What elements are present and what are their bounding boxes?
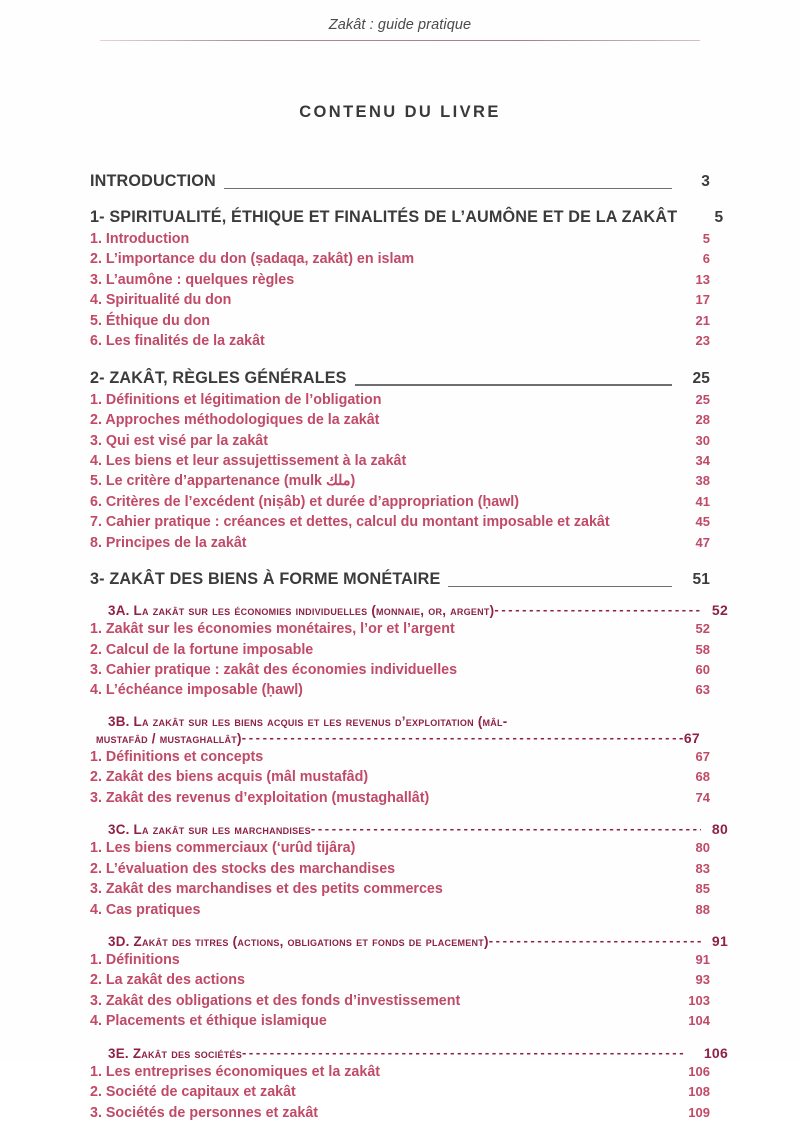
- toc-entry[interactable]: [90, 1103, 710, 1123]
- toc-entry[interactable]: [90, 680, 710, 700]
- toc-page-number: 41: [695, 493, 710, 509]
- toc-entry[interactable]: [90, 838, 710, 858]
- toc-page-number: 51: [692, 571, 710, 589]
- toc-page-number: 104: [688, 1013, 710, 1029]
- toc-entries-chapter-2: [90, 390, 710, 554]
- toc-entry[interactable]: [90, 900, 710, 920]
- toc-entry[interactable]: [90, 390, 710, 410]
- toc-page-number: 93: [695, 972, 710, 988]
- toc-entry[interactable]: [90, 640, 710, 660]
- toc-entry-label: 3. Zakât des marchandises et des petits commerces: [90, 881, 443, 898]
- toc-entries-3d: [90, 950, 710, 1032]
- toc-subchapter-3c[interactable]: [90, 821, 728, 837]
- toc-page-number: 21: [695, 312, 710, 328]
- toc-entry[interactable]: [90, 1011, 710, 1031]
- header-divider: [100, 40, 700, 41]
- toc-page-number: 103: [688, 992, 710, 1008]
- toc-entries-3b: [90, 747, 710, 808]
- toc-entry[interactable]: [90, 451, 710, 471]
- leader-gap: [382, 403, 680, 404]
- leader-gap: [519, 505, 680, 506]
- toc-entry-label: 4. Placements et éthique islamique: [90, 1013, 327, 1030]
- leader-gap: [318, 1116, 680, 1117]
- leader-gap: [327, 1024, 680, 1025]
- toc-entry[interactable]: [90, 533, 710, 553]
- leader-gap: [247, 546, 680, 547]
- leader-gap: [189, 242, 680, 243]
- toc-entry[interactable]: [90, 270, 710, 290]
- toc-entry[interactable]: [90, 512, 710, 532]
- toc-entry[interactable]: [90, 1082, 710, 1102]
- toc-page-number: 38: [695, 473, 710, 489]
- toc-chapter-label: 1- SPIRITUALITÉ, ÉTHIQUE ET FINALITÉS DE L’AUMÔNE ET DE LA ZAKÂT: [90, 208, 678, 226]
- toc-entry-label: 4. L’échéance imposable (ḥawl): [90, 682, 303, 699]
- toc-entry[interactable]: [90, 859, 710, 879]
- toc-page-number: 106: [688, 1063, 710, 1079]
- leader-dashes: [242, 1047, 701, 1059]
- toc-entry-label: 2. Calcul de la fortune imposable: [90, 641, 314, 658]
- toc-entry[interactable]: [90, 492, 710, 512]
- leader-gap: [303, 693, 680, 694]
- leader-gap: [610, 525, 680, 526]
- toc-entry-label: 2. La zakât des actions: [90, 972, 245, 989]
- toc-entry-label: 4. Cas pratiques: [90, 901, 201, 918]
- leader-rule: [347, 382, 674, 383]
- toc-entry-label: 3. Zakât des revenus d’exploitation (mustaghallât): [90, 789, 430, 806]
- leader-gap: [263, 760, 680, 761]
- toc-entry[interactable]: [90, 991, 710, 1011]
- toc-page-number: 109: [688, 1104, 710, 1120]
- toc-entry[interactable]: [90, 431, 710, 451]
- toc-page-number: 45: [695, 514, 710, 530]
- leader-rule: [216, 185, 674, 186]
- toc-entry[interactable]: [90, 331, 710, 351]
- toc-entry[interactable]: [90, 767, 710, 787]
- toc-chapter-introduction[interactable]: [90, 172, 710, 191]
- toc-entry-label: 3. Zakât des obligations et des fonds d’investissement: [90, 992, 461, 1009]
- toc-entry[interactable]: [90, 1062, 710, 1082]
- toc-entry-label: 1. Zakât sur les économies monétaires, l’or et l’argent: [90, 621, 455, 638]
- toc-page-number: 60: [695, 662, 710, 677]
- toc-entry[interactable]: [90, 410, 710, 430]
- toc-chapter-label: 3- ZAKÂT DES BIENS À FORME MONÉTAIRE: [90, 570, 441, 589]
- toc-entry-label: 2. Société de capitaux et zakât: [90, 1084, 296, 1101]
- toc-page-number: 6: [702, 251, 710, 267]
- toc-entry[interactable]: [90, 879, 710, 899]
- toc-page-number: 5: [702, 231, 710, 246]
- leader-gap: [414, 262, 680, 263]
- toc-entry[interactable]: [90, 950, 710, 970]
- toc-page-number: 88: [695, 901, 710, 917]
- toc-entry[interactable]: [90, 970, 710, 990]
- toc-entry[interactable]: [90, 290, 710, 310]
- leader-gap: [429, 801, 680, 802]
- leader-gap: [231, 303, 680, 304]
- toc-page-number: 67: [683, 729, 700, 746]
- toc-subchapter-3a[interactable]: [90, 602, 728, 618]
- toc-entry-label: 7. Cahier pratique : créances et dettes, calcul du montant imposable et zakât: [90, 514, 610, 531]
- toc-entry-label: 2. Approches méthodologiques de la zakât: [90, 412, 380, 429]
- toc-entry[interactable]: [90, 229, 710, 249]
- toc-entry-label: 1. Introduction: [90, 231, 190, 247]
- leader-gap: [245, 983, 680, 984]
- toc-entry-label: 2. L’importance du don (ṣadaqa, zakât) en islam: [90, 251, 415, 268]
- toc-page-number: 83: [695, 860, 710, 876]
- toc-subchapter-label-line2-row: [96, 730, 710, 746]
- leader-gap: [294, 283, 680, 284]
- toc-entry-label: 8. Principes de la zakât: [90, 534, 247, 551]
- toc-entry-label: 1. Définitions: [90, 951, 180, 968]
- running-header-title: Zakât : guide pratique: [328, 17, 472, 33]
- leader-gap: [395, 872, 680, 873]
- toc-subchapter-3d[interactable]: [90, 933, 728, 949]
- toc-page-number: 30: [695, 432, 710, 448]
- leader-gap: [406, 464, 680, 465]
- leader-gap: [200, 913, 680, 914]
- toc-chapter-label: INTRODUCTION: [90, 172, 216, 190]
- leader-dashes: [311, 823, 701, 835]
- toc-page-number: 91: [711, 932, 728, 949]
- toc-page-number: 34: [695, 452, 710, 468]
- toc-page-number: 47: [695, 534, 710, 550]
- toc-page-number: 23: [695, 333, 710, 349]
- toc-entry-label: 1. Les entreprises économiques et la zakât: [90, 1063, 381, 1080]
- toc-page-number: 58: [695, 641, 710, 657]
- toc-subchapter-3b[interactable]: [90, 714, 710, 746]
- table-of-contents: [90, 122, 728, 1123]
- toc-entry-label: 3. L’aumône : quelques règles: [90, 271, 295, 288]
- toc-entry-label: 1. Définitions et concepts: [90, 748, 264, 765]
- toc-page-number: 74: [695, 789, 710, 805]
- leader-gap: [460, 1004, 680, 1005]
- toc-entries-3a: [90, 619, 710, 701]
- toc-subchapter-label: 3A. La zakât sur les économies individuelles (monnaie, or, argent): [108, 603, 495, 619]
- running-header: [0, 0, 800, 33]
- toc-page-number: 91: [695, 951, 710, 967]
- leader-gap: [210, 324, 680, 325]
- leader-rule: [440, 583, 674, 584]
- leader-gap: [457, 673, 680, 674]
- toc-subchapter-3e[interactable]: [90, 1045, 728, 1061]
- toc-entry-label: 4. Spiritualité du don: [90, 292, 232, 309]
- toc-entry[interactable]: [90, 471, 710, 491]
- leader-gap: [379, 423, 680, 424]
- toc-entries-3c: [90, 838, 710, 920]
- toc-entry[interactable]: [90, 249, 710, 269]
- page-title: CONTENU DU LIVRE: [299, 103, 501, 121]
- toc-page-number: 25: [695, 391, 710, 407]
- leader-gap: [355, 851, 680, 852]
- toc-entries-3e: [90, 1062, 710, 1123]
- toc-chapter-2[interactable]: [90, 369, 710, 388]
- toc-chapter-3[interactable]: [90, 570, 710, 589]
- toc-entry-label: 5. Éthique du don: [90, 312, 210, 329]
- toc-subchapter-label: 3D. Zakât des titres (actions, obligations et fonds de placement): [108, 933, 489, 949]
- leader-dashes: [489, 935, 701, 947]
- toc-subchapter-label: 3C. La zakât sur les marchandises: [108, 822, 311, 838]
- toc-entry[interactable]: [90, 788, 710, 808]
- toc-page-number: 68: [695, 769, 710, 785]
- leader-dashes: [242, 732, 683, 744]
- toc-entry[interactable]: [90, 619, 710, 639]
- toc-page-number: 52: [695, 621, 710, 637]
- toc-entry-label: 6. Les finalités de la zakât: [90, 333, 265, 350]
- toc-page-number: 52: [711, 602, 728, 619]
- toc-page-number: 108: [688, 1084, 710, 1100]
- toc-subchapter-label: 3B. La zakât sur les biens acquis et les revenus d’exploitation (mâl-: [108, 713, 508, 729]
- toc-page-number: 80: [711, 821, 728, 838]
- toc-page-number: 28: [695, 412, 710, 428]
- leader-gap: [355, 484, 680, 485]
- toc-entry[interactable]: [90, 747, 710, 767]
- toc-page-number: 17: [695, 292, 710, 308]
- leader-gap: [265, 344, 680, 345]
- leader-dashes: [494, 604, 701, 616]
- leader-gap: [296, 1095, 680, 1096]
- toc-subchapter-label: 3E. Zakât des sociétés: [108, 1045, 242, 1061]
- toc-page-number: 67: [695, 748, 710, 764]
- toc-entry-label: 2. Zakât des biens acquis (mâl mustafâd): [90, 769, 369, 786]
- toc-entry-label: 3. Cahier pratique : zakât des économies individuelles: [90, 662, 458, 678]
- toc-subchapter-label-line2: mustafâd / mustaghallât): [96, 730, 242, 746]
- toc-page-number: 5: [714, 209, 724, 226]
- toc-entry-label: 1. Les biens commerciaux (‘urûd tijâra): [90, 840, 356, 857]
- toc-page-number: 3: [701, 173, 710, 190]
- toc-chapter-label: 2- ZAKÂT, RÈGLES GÉNÉRALES: [90, 368, 347, 387]
- toc-page-number: 106: [703, 1044, 728, 1061]
- toc-entry-label: 2. L’évaluation des stocks des marchandises: [90, 860, 396, 877]
- leader-gap: [268, 444, 680, 445]
- leader-gap: [180, 963, 680, 964]
- toc-page-number: 80: [695, 840, 710, 856]
- toc-entry-label: 1. Définitions et légitimation de l’obligation: [90, 391, 382, 408]
- toc-entry[interactable]: [90, 311, 710, 331]
- leader-gap: [443, 892, 680, 893]
- toc-entry-label: 3. Sociétés de personnes et zakât: [90, 1104, 319, 1121]
- toc-entry-label: 6. Critères de l’excédent (niṣâb) et durée d’appropriation (ḥawl): [90, 493, 519, 510]
- leader-gap: [455, 632, 680, 633]
- toc-entry-label: 5. Le critère d’appartenance (mulk ملك): [90, 473, 356, 490]
- toc-entry-label: 3. Qui est visé par la zakât: [90, 432, 269, 449]
- toc-page-number: 25: [692, 369, 710, 387]
- toc-entry-label: 4. Les biens et leur assujettissement à la zakât: [90, 452, 407, 469]
- leader-gap: [677, 221, 687, 222]
- toc-entries-chapter-1: [90, 229, 710, 352]
- toc-entry[interactable]: [90, 660, 710, 680]
- toc-page-number: 13: [695, 271, 710, 287]
- leader-gap: [380, 1075, 680, 1076]
- toc-page-number: 63: [695, 682, 710, 698]
- toc-page-number: 85: [695, 881, 710, 897]
- leader-gap: [313, 653, 680, 654]
- leader-gap: [368, 780, 680, 781]
- toc-chapter-1[interactable]: [90, 208, 724, 227]
